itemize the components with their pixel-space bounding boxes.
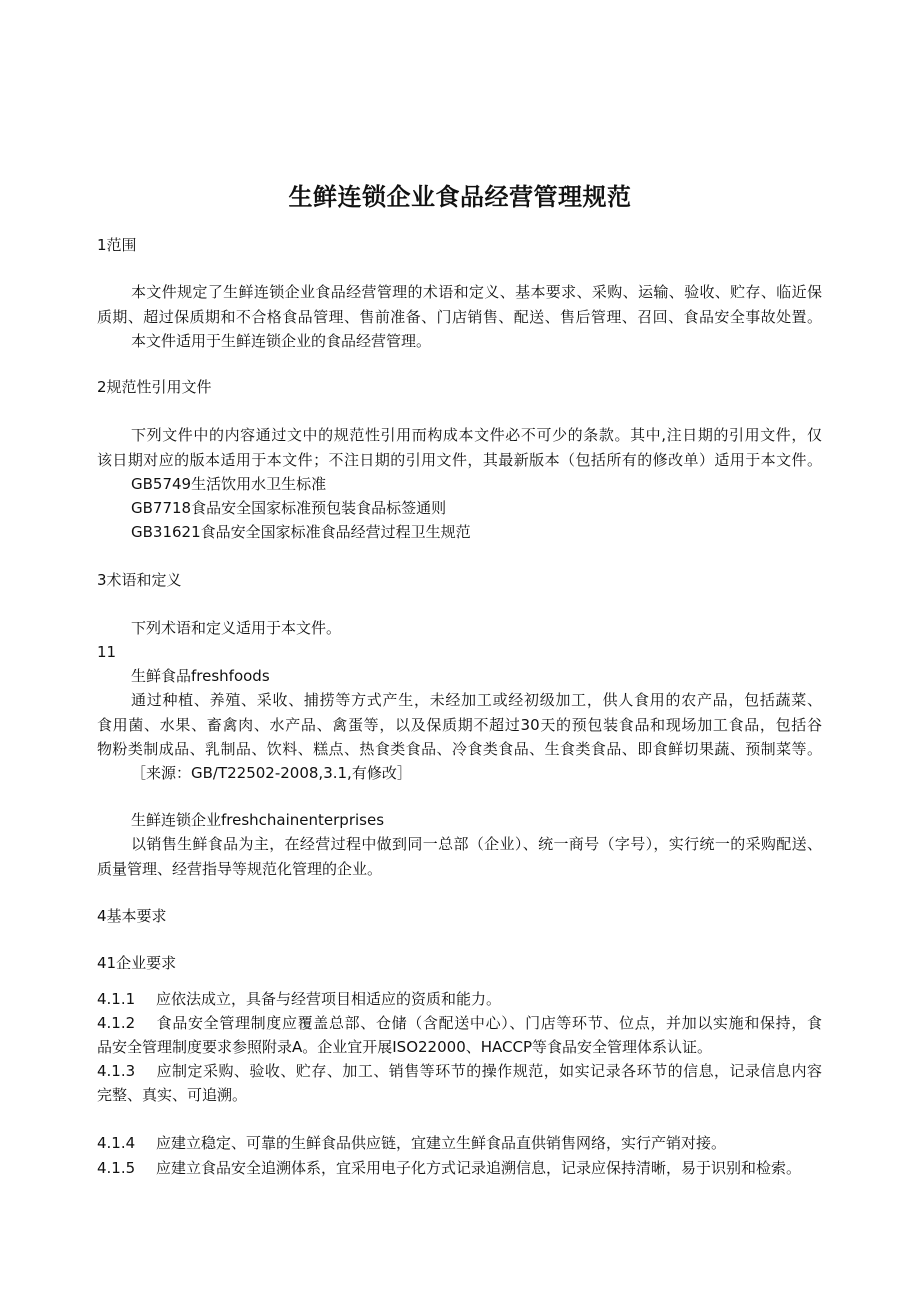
section-3-heading: 3术语和定义 (97, 571, 182, 589)
term-1-definition-line-3: 物粉类制成品、乳制品、饮料、糕点、热食类食品、冷食类食品、生食类食品、即食鲜切果蔬、预制菜等。 (97, 740, 822, 758)
term-2-definition-line-1: 以销售生鲜食品为主，在经营过程中做到同一总部（企业）、统一商号（字号），实行统一的采购配送、 (131, 835, 822, 853)
section-2-paragraph-line-1: 下列文件中的内容通过文中的规范性引用而构成本文件必不可少的条款。其中,注日期的引用文件，仅 (131, 426, 822, 444)
section-1-paragraph-line-2: 质期、超过保质期和不合格食品管理、售前准备、门店销售、配送、售后管理、召回、食品安全事故处置。 (97, 308, 822, 326)
term-2-definition-line-2: 质量管理、经营指导等规范化管理的企业。 (97, 860, 383, 878)
normative-reference-3: GB31621食品安全国家标准食品经营过程卫生规范 (131, 523, 471, 541)
subsection-4-1-heading: 41企业要求 (97, 954, 177, 972)
section-1-paragraph-line-1: 本文件规定了生鲜连锁企业食品经营管理的术语和定义、基本要求、采购、运输、验收、贮存、临近保 (131, 283, 822, 301)
section-4-heading: 4基本要求 (97, 907, 167, 925)
clause-4-1-5 (97, 1158, 801, 1178)
document-title: 生鲜连锁企业食品经营管理规范 (288, 183, 632, 211)
clause-number: 4.1.4 (97, 1134, 136, 1152)
clause-4-1-3-line-1 (97, 1061, 822, 1081)
clause-number: 4.1.2 (97, 1014, 136, 1032)
clause-text: 应依法成立，具备与经营项目相适应的资质和能力。 (156, 990, 502, 1008)
clause-text: 应建立稳定、可靠的生鲜食品供应链，宜建立生鲜食品直供销售网络，实行产销对接。 (156, 1134, 727, 1152)
clause-4-1-4 (97, 1133, 726, 1153)
section-2-paragraph-line-2: 该日期对应的版本适用于本文件；不注日期的引用文件，其最新版本（包括所有的修改单）适用于本文件。 (97, 451, 822, 469)
clause-number: 4.1.5 (97, 1159, 136, 1177)
clause-number: 4.1.1 (97, 990, 136, 1008)
term-1-definition-line-1: 通过种植、养殖、采收、捕捞等方式产生，未经加工或经初级加工，供人食用的农产品，包括蔬菜、 (131, 691, 822, 709)
normative-reference-1: GB5749生活饮用水卫生标准 (131, 475, 327, 493)
term-1-source: ［来源：GB/T22502-2008,3.1,有修改］ (131, 764, 412, 782)
term-2-name: 生鲜连锁企业freshchainenterprises (131, 811, 385, 829)
section-1-heading: 1范围 (97, 236, 137, 254)
section-3-intro: 下列术语和定义适用于本文件。 (131, 619, 342, 637)
clause-4-1-2-line-1 (97, 1013, 822, 1033)
clause-text: 应制定采购、验收、贮存、加工、销售等环节的操作规范，如实记录各环节的信息，记录信息内容 (156, 1062, 822, 1080)
clause-number: 4.1.3 (97, 1062, 136, 1080)
clause-text: 食品安全管理制度应覆盖总部、仓储（含配送中心）、门店等环节、位点，并加以实施和保持，食 (156, 1014, 822, 1032)
clause-4-1-3-line-2: 完整、真实、可追溯。 (97, 1086, 248, 1104)
section-1-paragraph-2: 本文件适用于生鲜连锁企业的食品经营管理。 (131, 332, 432, 350)
term-1-definition-line-2: 食用菌、水果、畜禽肉、水产品、禽蛋等，以及保质期不超过30天的预包装食品和现场加工食品，包括谷 (97, 716, 822, 734)
term-1-number: 11 (97, 643, 117, 661)
normative-reference-2: GB7718食品安全国家标准预包装食品标签通则 (131, 499, 447, 517)
clause-text: 应建立食品安全追溯体系，宜采用电子化方式记录追溯信息，记录应保持清晰，易于识别和检索。 (156, 1159, 802, 1177)
clause-4-1-2-line-2: 品安全管理制度要求参照附录A。企业宜开展ISO22000、HACCP等食品安全管理体系认证。 (97, 1038, 713, 1056)
clause-4-1-1 (97, 989, 501, 1009)
term-1-name: 生鲜食品freshfoods (131, 667, 270, 685)
section-2-heading: 2规范性引用文件 (97, 378, 212, 396)
